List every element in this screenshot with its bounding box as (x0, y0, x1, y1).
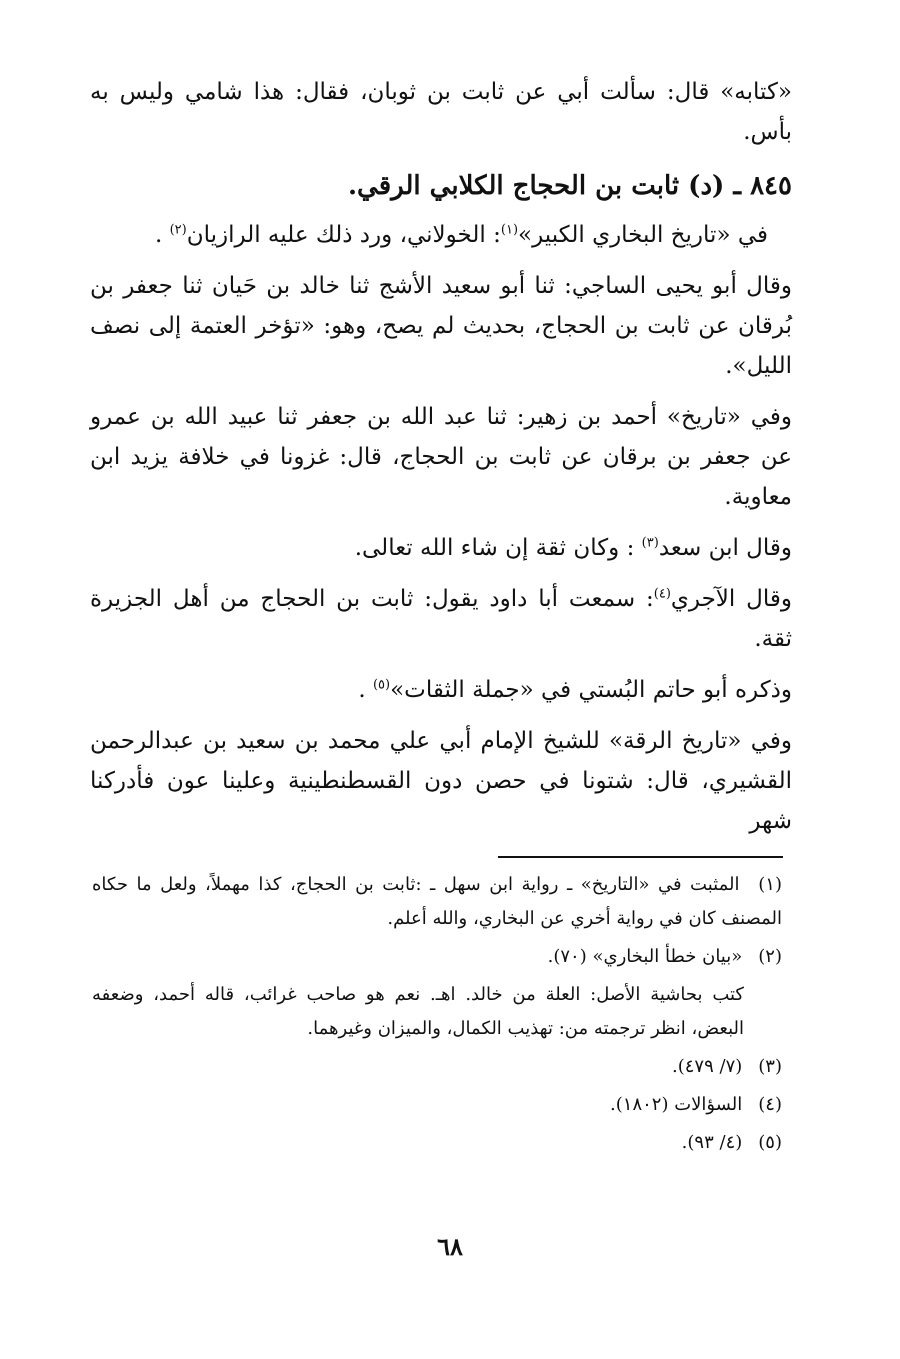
footnote-ref-3[interactable]: (٣) (641, 535, 659, 551)
footnote-text: (٧/ ٤٧٩). (672, 1056, 743, 1077)
footnote-number: (٣) (758, 1056, 782, 1077)
text-run: : سمعت أبا داود يقول: ثابت بن الحجاج من أهل الجزيرة ثقة. (90, 586, 792, 652)
footnotes (92, 868, 782, 1164)
footnote-number: (١) (758, 874, 782, 895)
footnote-1 (92, 868, 782, 936)
footnote-4 (92, 1088, 782, 1122)
entry-heading: ٨٤٥ ـ (د) ثابت بن الحجاج الكلابي الرقي. (347, 171, 792, 201)
footnote-text: «بيان خطأ البخاري» (٧٠). (547, 946, 743, 967)
page-number: ٦٨ (437, 1232, 463, 1261)
footnote-divider (498, 856, 783, 858)
footnote-3 (92, 1050, 782, 1084)
text-run: وقال الآجري (670, 586, 792, 612)
footnote-2 (92, 940, 782, 974)
paragraph-ibn-saad (90, 528, 792, 568)
footnote-ref-4[interactable]: (٤) (653, 586, 671, 602)
footnote-number: (٢) (758, 946, 782, 967)
main-text (90, 72, 792, 852)
footnote-text: (٤/ ٩٣). (681, 1132, 743, 1153)
footnote-ref-1[interactable]: (١) (500, 222, 519, 238)
paragraph-saji: وقال أبو يحيى الساجي: ثنا أبو سعيد الأشج ثنا خالد بن حَيان ثنا جعفر بن بُرقان عن ثابت بن الحجاج، بحديث لم يصح، وهو: «تؤخر العتمة إلى نصف الليل». (90, 273, 792, 379)
footnote-text: السؤالات (١٨٠٢). (610, 1094, 743, 1115)
paragraph-raqqa: وفي «تاريخ الرقة» للشيخ الإمام أبي علي محمد بن سعيد بن عبدالرحمن القشيري، قال: شتونا في حصن دون القسطنطينية وعلينا عون فأدركنا شهر (90, 728, 792, 834)
footnote-ref-5[interactable]: (٥) (372, 677, 391, 693)
text-run: : الخولاني، ورد ذلك عليه الرازيان (186, 222, 501, 248)
text-run: في «تاريخ البخاري الكبير» (518, 222, 768, 248)
paragraph-intro: «كتابه» قال: سألت أبي عن ثابت بن ثوبان، فقال: هذا شامي وليس به بأس. (90, 79, 792, 145)
paragraph-ajurri (90, 579, 792, 659)
paragraph-bukhari (90, 215, 792, 255)
paragraph-zuhair: وفي «تاريخ» أحمد بن زهير: ثنا عبد الله بن جعفر ثنا عبيد الله بن عمرو عن جعفر بن برقان عن ثابت بن الحجاج، قال: غزونا في خلافة يزيد ابن معاوية. (90, 404, 792, 510)
footnote-ref-2[interactable]: (٢) (169, 222, 187, 238)
paragraph-busti (90, 670, 792, 710)
text-run: وقال ابن سعد (658, 535, 792, 561)
text-run: : وكان ثقة إن شاء الله تعالى. (354, 535, 642, 561)
text-run: وذكره أبو حاتم البُستي في «جملة الثقات» (390, 677, 792, 703)
footnote-2-note: كتب بحاشية الأصل: العلة من خالد. اهـ. نعم هو صاحب غرائب، قاله أحمد، وضعفه البعض، انظر ترجمته من: تهذيب الكمال، والميزان وغيرهما. (92, 984, 744, 1039)
footnote-number: (٤) (758, 1094, 782, 1115)
footnote-text: المثبت في «التاريخ» ـ رواية ابن سهل ـ :ثابت بن الحجاج، كذا مهملاً، ولعل ما حكاه المصنف كان في رواية أخري عن البخاري، والله أعلم. (92, 874, 782, 929)
text-run: . (154, 222, 170, 248)
text-run: . (358, 677, 373, 703)
footnote-5 (92, 1126, 782, 1160)
footnote-number: (٥) (758, 1132, 782, 1153)
